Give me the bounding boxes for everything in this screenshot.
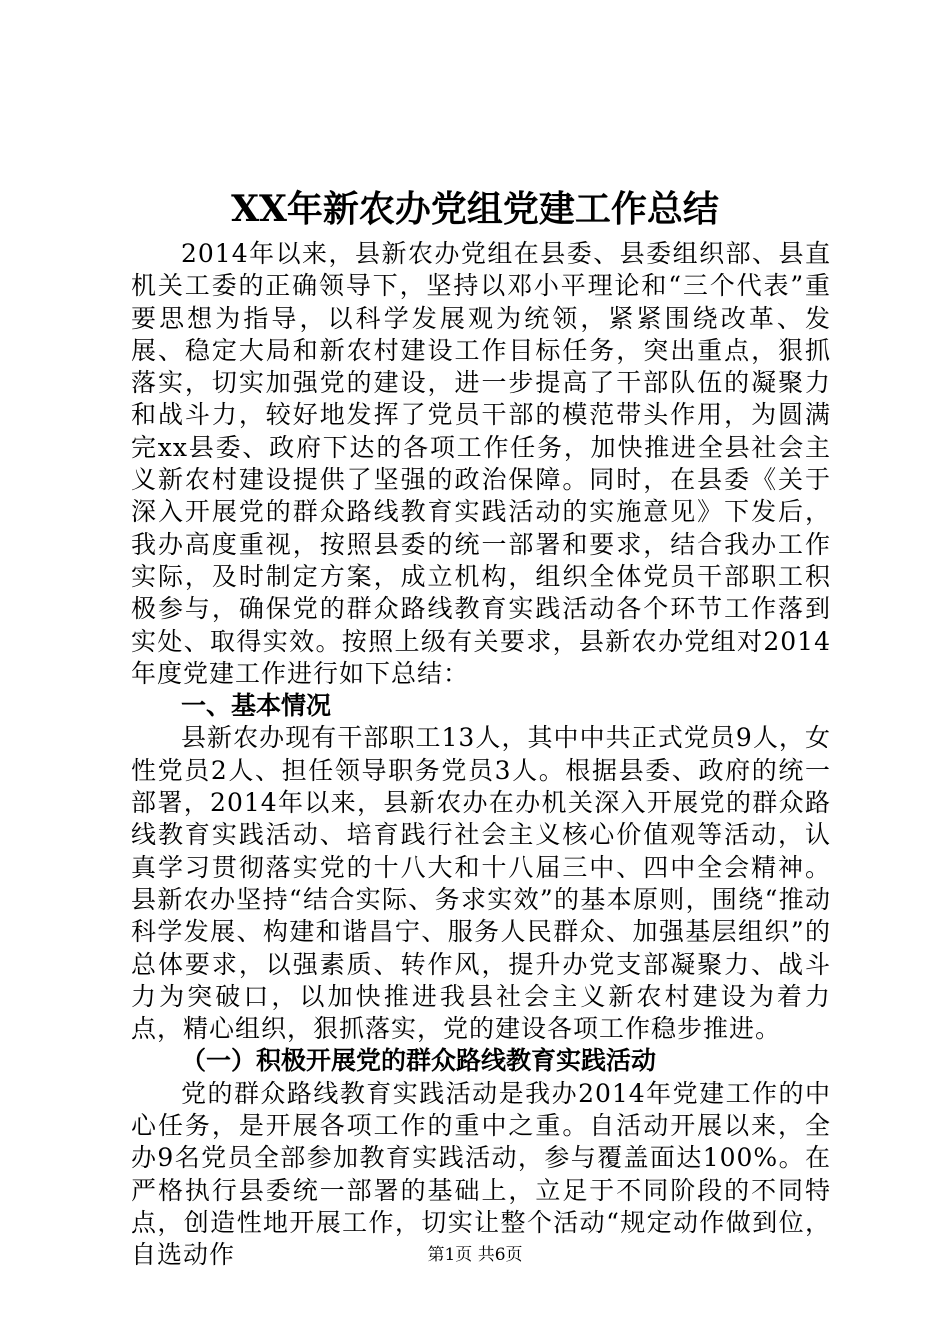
page-number-footer: 第1页 共6页	[427, 1245, 523, 1265]
paragraph-basic-situation: 县新农办现有干部职工13人，其中中共正式党员9人，女性党员2人、担任领导职务党员3人。根据县委、政府的统一部署，2014年以来，县新农办在办机关深入开展党的群众路线教育实践活动、培育践行社会主义核心价值观等活动，认真学习贯彻落实党的十八大和十八届三中、四中全会精神。县新农办坚持“结合实际、务求实效”的基本原则，围绕“推动科学发展、构建和谐昌宁、服务人民群众、加强基层组织”的总体要求，以强素质、转作风，提升办党支部凝聚力、战斗力为突破口，以加快推进我县社会主义新农村建设为着力点，精心组织，狠抓落实，党的建设各项工作稳步推进。	[131, 723, 831, 1044]
section-heading-basic: 一、基本情况	[181, 691, 332, 721]
paragraph-activity: 党的群众路线教育实践活动是我办2014年党建工作的中心任务，是开展各项工作的重中之重。自活动开展以来，全办9名党员全部参加教育实践活动，参与覆盖面达100%。在严格执行县委统一部署的基础上，立足于不同阶段的不同特点，创造性地开展工作，切实让整个活动“规定动作做到位，自选动作	[131, 1078, 831, 1270]
paragraph-intro: 2014年以来，县新农办党组在县委、县委组织部、县直机关工委的正确领导下，坚持以邓小平理论和“三个代表”重要思想为指导，以科学发展观为统领，紧紧围绕改革、发展、稳定大局和新农村建设工作目标任务，突出重点，狠抓落实，切实加强党的建设，进一步提高了干部队伍的凝聚力和战斗力，较好地发挥了党员干部的模范带头作用，为圆满完xx县委、政府下达的各项工作任务，加快推进全县社会主义新农村建设提供了坚强的政治保障。同时，在县委《关于深入开展党的群众路线教育实践活动的实施意见》下发后，我办高度重视，按照县委的统一部署和要求，结合我办工作实际，及时制定方案，成立机构，组织全体党员干部职工积极参与，确保党的群众路线教育实践活动各个环节工作落到实处、取得实效。按照上级有关要求，县新农办党组对2014年度党建工作进行如下总结：	[131, 239, 831, 688]
document-body	[131, 238, 831, 1272]
section-heading-activity: （一）积极开展党的群众路线教育实践活动	[181, 1046, 657, 1076]
document-title: XX年新农办党组党建工作总结	[231, 188, 719, 230]
